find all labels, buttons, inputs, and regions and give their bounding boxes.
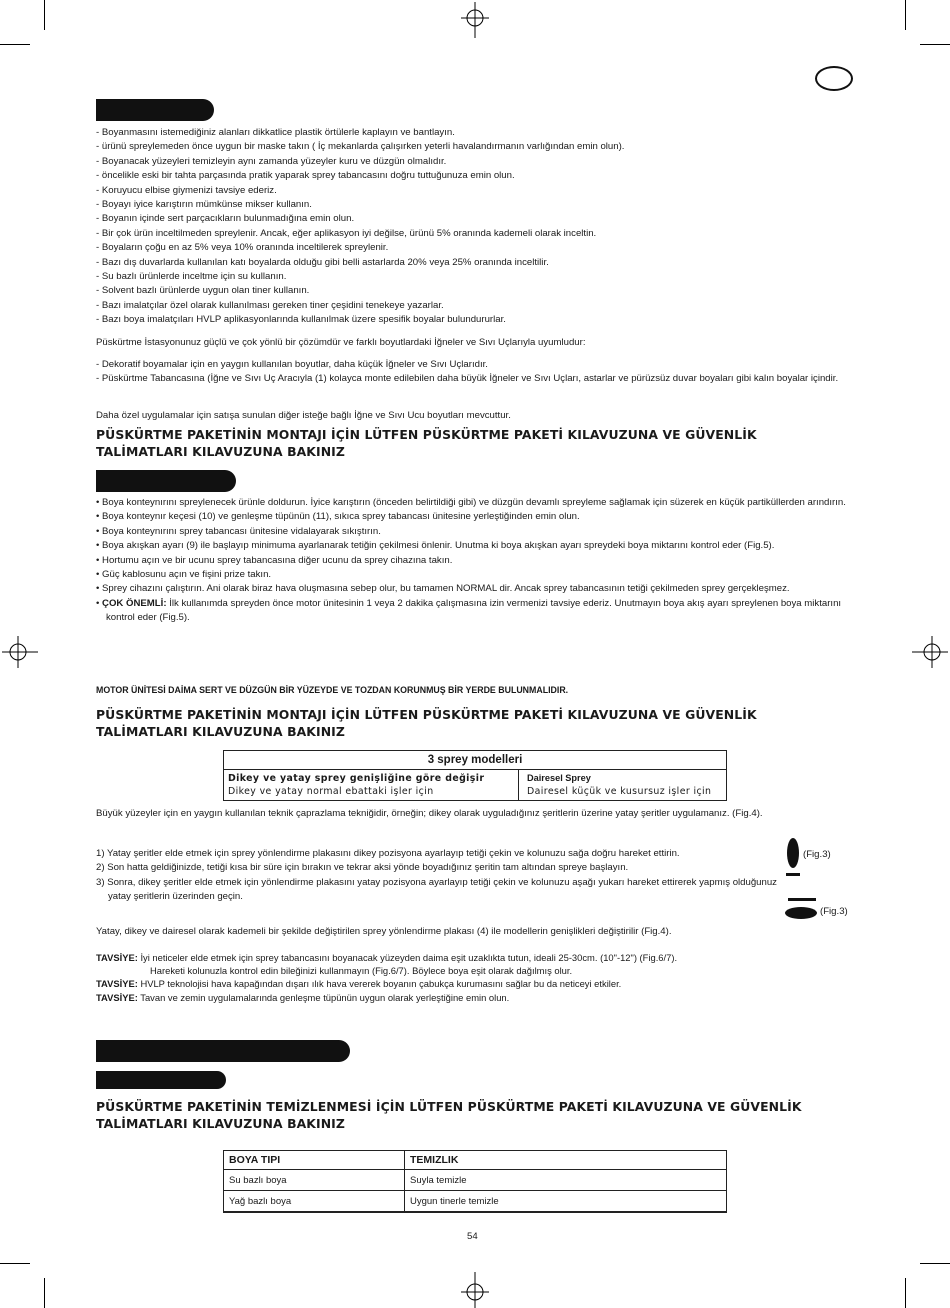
table-header-row <box>224 1151 727 1170</box>
motor-warning: MOTOR ÜNİTESİ DAİMA SERT VE DÜZGÜN BİR YÜZEYDE VE TOZDAN KORUNMUŞ BİR YERDE BULUNMALIDIR. <box>96 685 569 695</box>
station-bullets <box>96 358 866 387</box>
fig-label-vertical: (Fig.3) <box>803 849 831 860</box>
list-item: • Boya konteynırını sprey tabancası ünitesine vidalayarak sıkıştırın. <box>96 525 381 537</box>
list-item: • Hortumu açın ve bir ucunu sprey tabancasına diğer ucunu da sprey cihazına takın. <box>96 554 453 566</box>
crop-mark <box>905 1278 906 1308</box>
list-item: - Boyaların çoğu en az 5% veya 10% oranında inceltilerek spreylenir. <box>96 242 389 254</box>
section-bar-cleaning-sub <box>96 1071 226 1089</box>
vertical-plate-icon <box>785 836 801 878</box>
model-cell-vertical-horizontal <box>224 770 519 801</box>
list-item-important: • ÇOK ÖNEMLİ: İlk kullanımda spreyden önce motor ünitesinin 1 veya 2 dakika çalışmasına izin vermenizi tavsiye ederiz. Unutmayın boya akış ayarı spreylenen boya miktarını kontrol eder (Fig.5). <box>96 597 842 624</box>
crop-mark <box>0 1263 30 1264</box>
station-intro <box>96 336 866 350</box>
list-item: - öncelikle eski bir tahta parçasında pratik yaparak sprey tabancasını doğru tuttuğunuza emin olun. <box>96 170 515 182</box>
heading-assembly-2: PÜSKÜRTME PAKETİNİN MONTAJI İÇİN LÜTFEN PÜSKÜRTME PAKETİ KILAVUZUNA VE GÜVENLİK TALİMATLARI KILAVUZUNA BAKINIZ <box>96 707 757 739</box>
change-text-line: Yatay, dikey ve dairesel olarak kademeli bir şekilde değiştirilen sprey yönlendirme plakası (4) ile modellerin genişlikleri değiştirilir (Fig.4). <box>96 926 672 937</box>
page-number: 54 <box>467 1231 478 1242</box>
list-item: - Boyanacak yüzeyleri temizleyin aynı zamanda yüzeyler kuru ve düzgün olmalıdır. <box>96 155 447 167</box>
heading-assembly-1: PÜSKÜRTME PAKETİNİN MONTAJI İÇİN LÜTFEN PÜSKÜRTME PAKETİ KILAVUZUNA VE GÜVENLİK TALİMATLARI KILAVUZUNA BAKINIZ <box>96 427 757 459</box>
cleaning-table <box>223 1150 727 1213</box>
list-item: - Koruyucu elbise giymenizi tavsiye ederiz. <box>96 184 277 196</box>
heading-cleaning: PÜSKÜRTME PAKETİNİN TEMİZLENMESİ İÇİN LÜTFEN PÜSKÜRTME PAKETİ KILAVUZUNA VE GÜVENLİK TALİMATLARI KILAVUZUNA BAKINIZ <box>96 1099 802 1131</box>
table-row <box>224 1170 727 1191</box>
model-right-text: Dairesel küçük ve kusursuz işler için <box>527 786 712 797</box>
list-item: - Bazı imalatçılar özel olarak kullanılması gereken tiner çeşidini tenekeye yazarlar. <box>96 299 444 311</box>
intro-bullets <box>96 126 866 328</box>
tip-text: HVLP teknolojisi hava kapağından dışarı ılık hava vererek boyanın çabukça kurumasını sağlar bu da neticeyi etkiler. <box>137 978 622 990</box>
change-text <box>96 925 866 939</box>
table-title: 3 sprey modelleri <box>224 751 727 770</box>
crop-mark <box>905 0 906 30</box>
list-item: - Bazı dış duvarlarda kullanılan katı boyalarda olduğu gibi belli astarlarda 20% veya 25% oranında inceltilir. <box>96 256 549 268</box>
list-item: - Boyanın içinde sert parçacıkların bulunmadığına emin olun. <box>96 213 355 225</box>
crop-mark <box>0 44 30 45</box>
steps <box>96 847 786 905</box>
important-label: ÇOK ÖNEMLİ: <box>102 597 167 609</box>
station-outro-text: Daha özel uygulamalar için satışa sunulan diğer isteğe bağlı İğne ve Sıvı Ucu boyutları mevcuttur. <box>96 410 511 421</box>
model-cell-circular <box>519 770 727 801</box>
tip-text: İyi neticeler elde etmek için sprey tabancasını boyanacak yüzeyden daima eşit uzaklıkta tutun, ideali 25-30cm. (10"-12") (Fig.6/7). <box>137 952 678 963</box>
setup-bullets <box>96 496 866 626</box>
crop-mark <box>44 1278 45 1308</box>
horizontal-plate-icon <box>784 898 820 922</box>
tips <box>96 951 866 1004</box>
pattern-intro <box>96 807 806 821</box>
tip-text: Tavan ve zemin uygulamalarında genleşme tüpünün uygun olarak yerleştiğine emin olun. <box>137 991 510 1003</box>
list-item: 3) Sonra, dikey şeritler elde etmek için yönlendirme plakasını yatay pozisyona ayarlayıp tetiği çekin ve kolunuzu aşağı yukarı hareket ettirerek yapmış olduğunuz yatay şeritlerin üzerinden geçin. <box>96 876 777 903</box>
list-item: - Püskürtme Tabancasına (İğne ve Sıvı Uç Aracıyla (1) kolayca monte edilebilen daha büyük İğneler ve Sıvı Uçları, astarlar ve pürüzsüz duvar boyaları gibi kalın boyalar içindir. <box>96 373 839 385</box>
spray-models-table <box>223 750 727 801</box>
language-oval <box>815 66 853 91</box>
list-item: - ürünü spreylemeden önce uygun bir maske takın ( İç mekanlarda çalışırken yeterli havalandırmanın varlığından emin olun). <box>96 141 625 153</box>
model-right-title: Dairesel Sprey <box>527 773 591 783</box>
list-item: - Bazı boya imalatçıları HVLP aplikasyonlarında kullanılmak üzere spesifik boyalar bulundururlar. <box>96 314 506 326</box>
model-left-title: Dikey ve yatay sprey genişliğine göre değişir <box>228 773 485 784</box>
list-item: • Sprey cihazını çalıştırın. Ani olarak biraz hava oluşmasına sebep olur, bu tamamen NORMAL dir. Ancak sprey tabancasının tetiği çekilmeden sprey gerçekleşmez. <box>96 583 790 595</box>
list-item: 2) Son hatta geldiğinizde, tetiği kısa bir süre için bırakın ve tekrar aksi yönde boyadığınız şeritin tam altından spreye başlayın. <box>96 862 629 874</box>
crop-mark <box>920 1263 950 1264</box>
registration-mark-top <box>455 2 495 38</box>
crop-mark <box>44 0 45 30</box>
list-item: • Güç kablosunu açın ve fişini prize takın. <box>96 569 272 581</box>
list-item: - Su bazlı ürünlerde inceltme için su kullanın. <box>96 271 287 283</box>
pattern-intro-text: Büyük yüzeyler için en yaygın kullanılan teknik çaprazlama tekniğidir, örneğin; dikey olarak uyguladığınız şeritlerin üzerine yatay şeritler uygulamanız. (Fig.4). <box>96 808 763 819</box>
registration-mark-left <box>2 632 38 672</box>
table-row <box>224 1191 727 1213</box>
table-cell: Suyla temizle <box>405 1170 727 1191</box>
tip-continuation: Hareketi kolunuzla kontrol edin bileğinizi kullanmayın (Fig.6/7). Böylece boya eşit olarak dağılmış olur. <box>150 965 573 977</box>
list-item: 1) Yatay şeritler elde etmek için sprey yönlendirme plakasını dikey pozisyona ayarlayıp tetiği çekin ve kolunuzu sağa doğru hareket ettirin. <box>96 848 680 859</box>
tip-label: TAVSİYE: <box>96 978 138 990</box>
table-cell: Su bazlı boya <box>224 1170 405 1191</box>
tip <box>96 951 866 964</box>
list-item: - Boyayı iyice karıştırın mümkünse mikser kullanın. <box>96 199 312 211</box>
section-bar-preparation <box>96 99 214 121</box>
list-item: • Boya konteynırını spreylenecek ürünle doldurun. İyice karıştırın (önceden belirtildiği gibi) ve düzgün devamlı spreyleme sağlamak için süzerek en küçük partiküllerden arındırın. <box>96 497 846 508</box>
list-item: - Dekoratif boyamalar için en yaygın kullanılan boyutlar, daha küçük İğneler ve Sıvı Uçlarıdır. <box>96 359 488 370</box>
fig-label-horizontal: (Fig.3) <box>820 906 848 917</box>
list-item: - Boyanmasını istemediğiniz alanları dikkatlice plastik örtülerle kaplayın ve bantlayın. <box>96 127 455 138</box>
list-item: - Bir çok ürün inceltilmeden spreylenir. Ancak, eğer aplikasyon iyi değilse, ürünü 5% oranında kademeli olarak inceltin. <box>96 227 597 239</box>
column-header: BOYA TIPI <box>224 1151 405 1170</box>
important-text: İlk kullanımda spreyden önce motor ünitesinin 1 veya 2 dakika çalışmasına izin vermenizi tavsiye ederiz. Unutmayın boya akış ayarı spreylenen boya miktarını kontrol eder (Fig.5). <box>106 597 842 624</box>
model-left-text: Dikey ve yatay normal ebattaki işler için <box>228 786 434 797</box>
crop-mark <box>920 44 950 45</box>
list-item: • Boya akışkan ayarı (9) ile başlayıp minimuma ayarlanarak tetiğin çekilmesi önlenir. Unutma ki boya akışkan ayarı spreydeki boya miktarını kontrol eder (Fig.5). <box>96 540 775 552</box>
tip-label: TAVSİYE: <box>96 991 138 1003</box>
registration-mark-bottom <box>455 1272 495 1308</box>
section-bar-cleaning <box>96 1040 350 1062</box>
tip <box>96 977 866 990</box>
section-bar-setup <box>96 470 236 492</box>
station-outro <box>96 409 866 423</box>
registration-mark-right <box>912 632 948 672</box>
tip <box>96 991 866 1004</box>
list-item: • Boya konteynır keçesi (10) ve genleşme tüpünün (11), sıkıca sprey tabancası ünitesine yerleştiğinden emin olun. <box>96 511 580 523</box>
list-item: - Solvent bazlı ürünlerde uygun olan tiner kullanın. <box>96 285 310 297</box>
table-cell: Yağ bazlı boya <box>224 1191 405 1213</box>
station-intro-text: Püskürtme İstasyonunuz güçlü ve çok yönlü bir çözümdür ve farklı boyutlardaki İğneler ve Sıvı Uçlarıyla uyumludur: <box>96 337 586 348</box>
table-cell: Uygun tinerle temizle <box>405 1191 727 1213</box>
column-header: TEMIZLIK <box>405 1151 727 1170</box>
tip-label: TAVSİYE: <box>96 952 138 963</box>
